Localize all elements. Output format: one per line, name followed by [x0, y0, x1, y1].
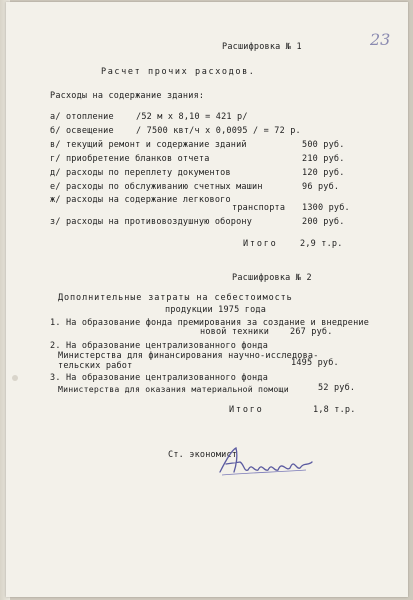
item-a-value: /52 м х 8,10 = 421 р/ — [136, 112, 248, 122]
sec2-heading: Расшифровка № 2 — [232, 273, 312, 283]
item-c-value: 500 руб. — [302, 140, 345, 150]
item-b-label: б/ освещение — [50, 126, 114, 136]
signature-role: Ст. экономист — [168, 450, 238, 460]
item-e-value: 120 руб. — [302, 168, 345, 178]
sec2-item1-line2: новой техники — [200, 327, 270, 337]
item-f-value: 96 руб. — [302, 182, 340, 192]
sec2-item1-value: 267 руб. — [290, 327, 333, 337]
page-number: 23 — [370, 30, 391, 49]
sec2-item2-value: 1495 руб. — [291, 358, 339, 368]
sec2-title-line1: Дополнительные затраты на себестоимость — [58, 293, 293, 303]
sec2-item3-line1: 3. На образование централизованного фонда — [50, 373, 269, 383]
item-b-value: / 7500 квт/ч х 0,0095 / = 72 р. — [136, 126, 301, 136]
sec2-total-value: 1,8 т.р. — [313, 405, 356, 415]
sec1-subtitle: Расходы на содержание здания: — [50, 91, 205, 101]
sec1-total-value: 2,9 т.р. — [300, 239, 343, 249]
item-g-value: 1300 руб. — [302, 203, 350, 213]
sec2-item1-line1: 1. На образование фонда премирования за создание и внедрение — [50, 318, 370, 328]
sec1-heading: Расшифровка № 1 — [222, 42, 302, 52]
item-f-label: е/ расходы по обслуживанию счетных машин — [50, 182, 263, 192]
item-e-label: д/ расходы по переплету документов — [50, 168, 231, 178]
sec2-title-line2: продукции 1975 года — [165, 305, 267, 315]
item-h-label: з/ расходы на противовоздушную оборону — [50, 217, 253, 227]
item-g-label-cont: транспорта — [232, 203, 286, 213]
item-g-label: ж/ расходы на содержание легкового — [50, 195, 231, 205]
item-d-label: г/ приобретение бланков отчета — [50, 154, 210, 164]
sec1-total-label: Итого — [243, 239, 278, 249]
sec2-item3-line2: Министерства для оказания материальной помощи — [58, 384, 289, 394]
sec2-item3-value: 52 руб. — [318, 383, 356, 393]
sec2-total-label: Итого — [229, 405, 264, 415]
item-d-value: 210 руб. — [302, 154, 345, 164]
punch-hole — [12, 375, 18, 381]
handwritten-signature — [216, 442, 328, 480]
item-h-value: 200 руб. — [302, 217, 345, 227]
sec1-title: Расчет прочих расходов. — [101, 67, 256, 77]
sec2-item2-line1: 2. На образование централизованного фонда — [50, 341, 269, 351]
sec2-item2-line3: тельских работ — [58, 361, 133, 371]
item-c-label: в/ текущий ремонт и содержание зданий — [50, 140, 247, 150]
item-a-label: а/ отопление — [50, 112, 114, 122]
sec2-item2-line2: Министерства для финансирования научно-исследова- — [58, 351, 319, 361]
